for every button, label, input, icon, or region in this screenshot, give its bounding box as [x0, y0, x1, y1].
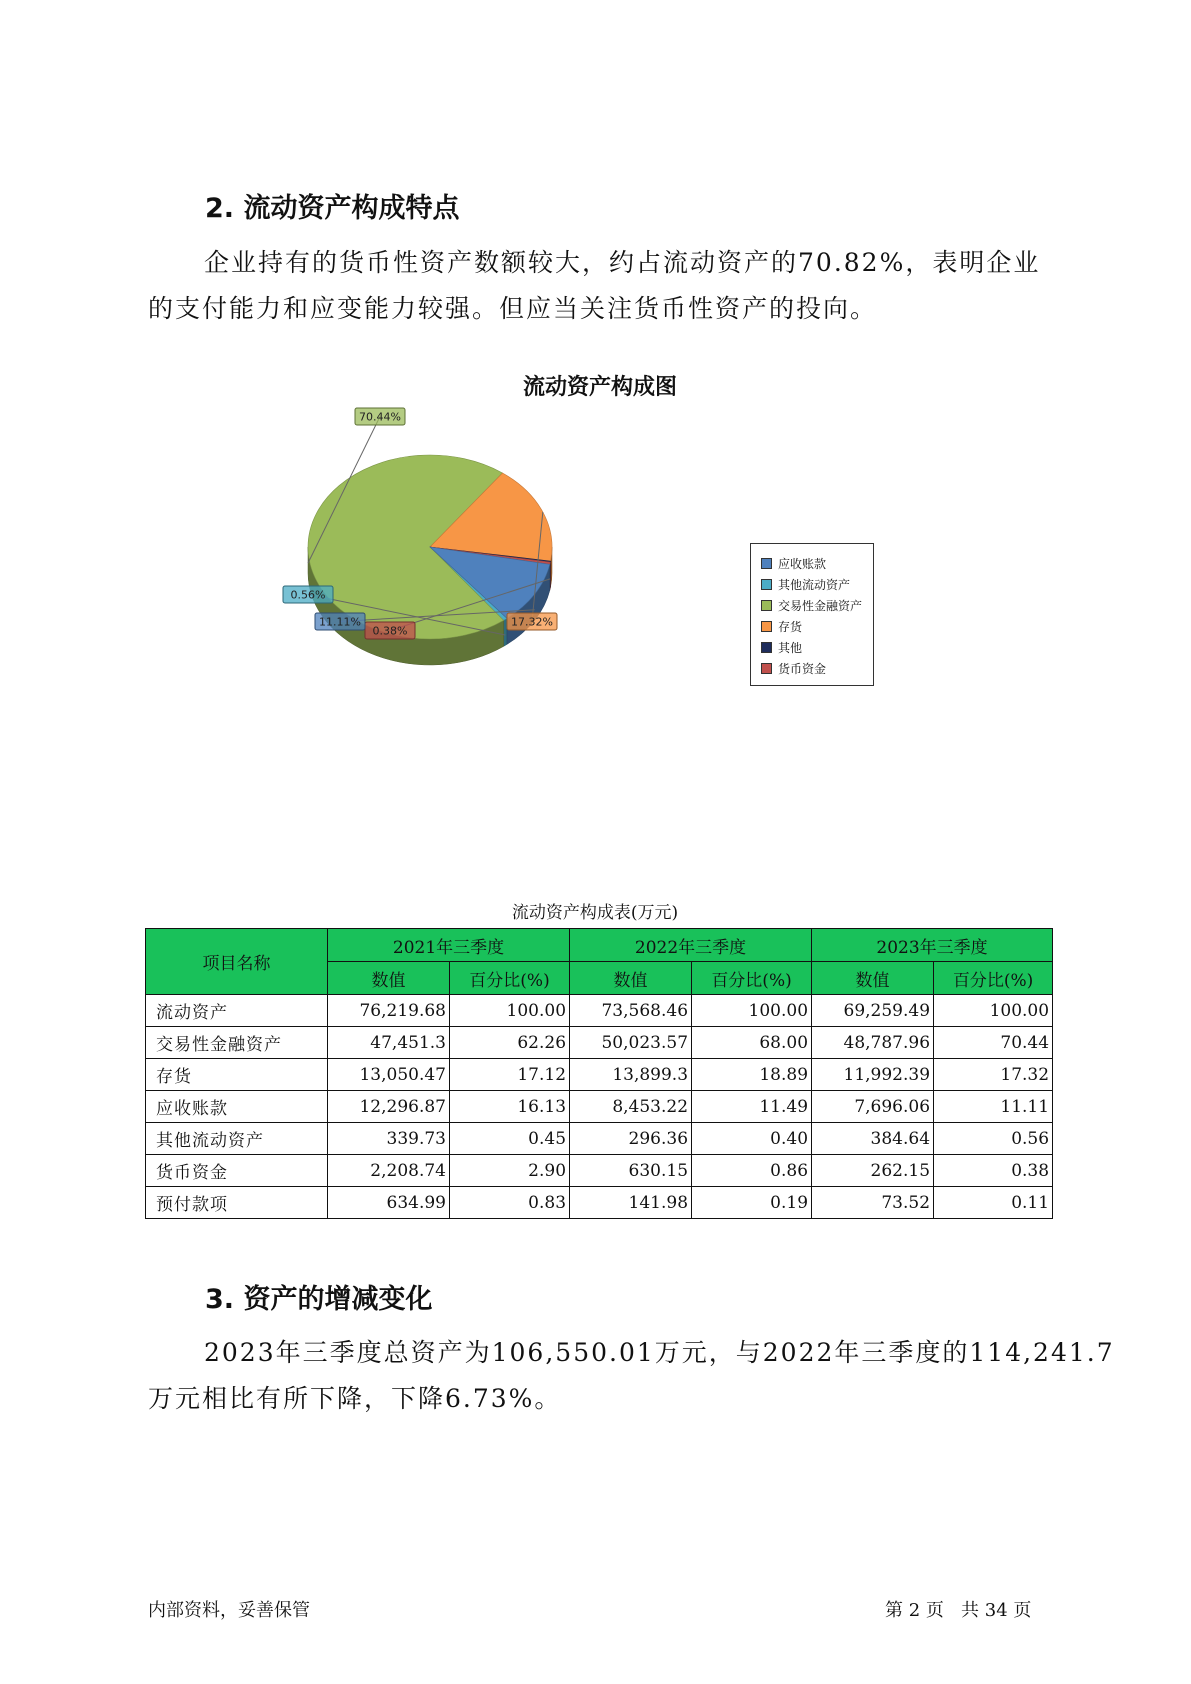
- row-name: 预付款项: [146, 1187, 328, 1219]
- cell: 76,219.68: [328, 995, 450, 1027]
- cell: 11,992.39: [812, 1059, 934, 1091]
- footer-page-number: 第 2 页 共 34 页: [885, 1600, 1032, 1621]
- table-row: [146, 1123, 1053, 1155]
- cell: 73.52: [812, 1187, 934, 1219]
- cell: 0.86: [692, 1155, 812, 1187]
- section-2-paragraph: [148, 240, 1040, 332]
- header-period: 2021年三季度: [328, 929, 570, 962]
- header-pct: 百分比(%): [692, 962, 812, 995]
- legend-item: [761, 658, 867, 679]
- section-heading-2: 2. 流动资产构成特点: [205, 193, 460, 224]
- legend-swatch: [761, 663, 772, 674]
- cell: 12,296.87: [328, 1091, 450, 1123]
- row-name: 货币资金: [146, 1155, 328, 1187]
- cell: 0.56: [934, 1123, 1053, 1155]
- table-row: [146, 995, 1053, 1027]
- row-name: 流动资产: [146, 995, 328, 1027]
- cell: 17.32: [934, 1059, 1053, 1091]
- cell: 2.90: [450, 1155, 570, 1187]
- cell: 0.38: [934, 1155, 1053, 1187]
- legend-label: 应收账款: [778, 557, 827, 571]
- cell: 141.98: [570, 1187, 692, 1219]
- cell: 13,899.3: [570, 1059, 692, 1091]
- legend-swatch: [761, 642, 772, 653]
- table-caption: 流动资产构成表(万元): [511, 903, 679, 923]
- cell: 47,451.3: [328, 1027, 450, 1059]
- cell: 73,568.46: [570, 995, 692, 1027]
- cell: 18.89: [692, 1059, 812, 1091]
- cell: 100.00: [934, 995, 1053, 1027]
- paragraph-line: 的支付能力和应变能力较强。但应当关注货币性资产的投向。: [148, 294, 878, 323]
- cell: 50,023.57: [570, 1027, 692, 1059]
- header-pct: 百分比(%): [450, 962, 570, 995]
- row-name: 其他流动资产: [146, 1123, 328, 1155]
- pie-data-label: 0.56%: [290, 588, 326, 602]
- header-value: 数值: [328, 962, 450, 995]
- cell: 296.36: [570, 1123, 692, 1155]
- pie-chart: [280, 370, 710, 700]
- cell: 384.64: [812, 1123, 934, 1155]
- table-row: [146, 1187, 1053, 1219]
- legend-item: [761, 595, 867, 616]
- cell: 634.99: [328, 1187, 450, 1219]
- header-value: 数值: [570, 962, 692, 995]
- chart-title: 流动资产构成图: [522, 374, 677, 400]
- legend-swatch: [761, 600, 772, 611]
- cell: 0.83: [450, 1187, 570, 1219]
- header-period: 2022年三季度: [570, 929, 812, 962]
- legend-label: 其他流动资产: [778, 578, 851, 592]
- cell: 7,696.06: [812, 1091, 934, 1123]
- legend-swatch: [761, 558, 772, 569]
- pie-data-label: 17.32%: [511, 615, 553, 629]
- cell: 630.15: [570, 1155, 692, 1187]
- table-row: [146, 1027, 1053, 1059]
- paragraph-line: 万元相比有所下降，下降6.73%。: [148, 1384, 562, 1413]
- row-name: 存货: [146, 1059, 328, 1091]
- legend-item: [761, 637, 867, 658]
- paragraph-line: 企业持有的货币性资产数额较大，约占流动资产的70.82%，表明企业: [204, 248, 1041, 277]
- table-row: [146, 1091, 1053, 1123]
- cell: 48,787.96: [812, 1027, 934, 1059]
- legend-item: [761, 553, 867, 574]
- footer-confidential: 内部资料，妥善保管: [148, 1600, 310, 1621]
- cell: 16.13: [450, 1091, 570, 1123]
- cell: 0.40: [692, 1123, 812, 1155]
- table-row: [146, 1059, 1053, 1091]
- cell: 100.00: [450, 995, 570, 1027]
- cell: 62.26: [450, 1027, 570, 1059]
- legend-item: [761, 616, 867, 637]
- cell: 17.12: [450, 1059, 570, 1091]
- cell: 0.11: [934, 1187, 1053, 1219]
- cell: 13,050.47: [328, 1059, 450, 1091]
- legend-label: 存货: [778, 620, 803, 634]
- cell: 262.15: [812, 1155, 934, 1187]
- row-name: 应收账款: [146, 1091, 328, 1123]
- row-name: 交易性金融资产: [146, 1027, 328, 1059]
- assets-table: [145, 928, 1053, 1219]
- cell: 0.19: [692, 1187, 812, 1219]
- pie-data-label: 70.44%: [359, 410, 401, 424]
- cell: 339.73: [328, 1123, 450, 1155]
- cell: 69,259.49: [812, 995, 934, 1027]
- cell: 100.00: [692, 995, 812, 1027]
- header-item-name: 项目名称: [146, 929, 328, 995]
- paragraph-line: 2023年三季度总资产为106,550.01万元，与2022年三季度的114,241.7: [204, 1338, 1115, 1367]
- legend-label: 其他: [778, 641, 803, 655]
- cell: 70.44: [934, 1027, 1053, 1059]
- section-3-paragraph: [148, 1330, 1115, 1422]
- legend-swatch: [761, 621, 772, 632]
- pie-data-label: 0.38%: [372, 624, 408, 638]
- cell: 0.45: [450, 1123, 570, 1155]
- cell: 11.11: [934, 1091, 1053, 1123]
- pie-data-label: 11.11%: [319, 615, 361, 629]
- legend-label: 交易性金融资产: [778, 599, 863, 613]
- legend-item: [761, 574, 867, 595]
- cell: 68.00: [692, 1027, 812, 1059]
- table-row: [146, 1155, 1053, 1187]
- cell: 11.49: [692, 1091, 812, 1123]
- legend-label: 货币资金: [778, 662, 827, 676]
- section-heading-3: 3. 资产的增减变化: [205, 1284, 433, 1315]
- header-value: 数值: [812, 962, 934, 995]
- chart-legend: [750, 543, 874, 686]
- cell: 2,208.74: [328, 1155, 450, 1187]
- header-pct: 百分比(%): [934, 962, 1053, 995]
- header-period: 2023年三季度: [812, 929, 1053, 962]
- legend-swatch: [761, 579, 772, 590]
- cell: 8,453.22: [570, 1091, 692, 1123]
